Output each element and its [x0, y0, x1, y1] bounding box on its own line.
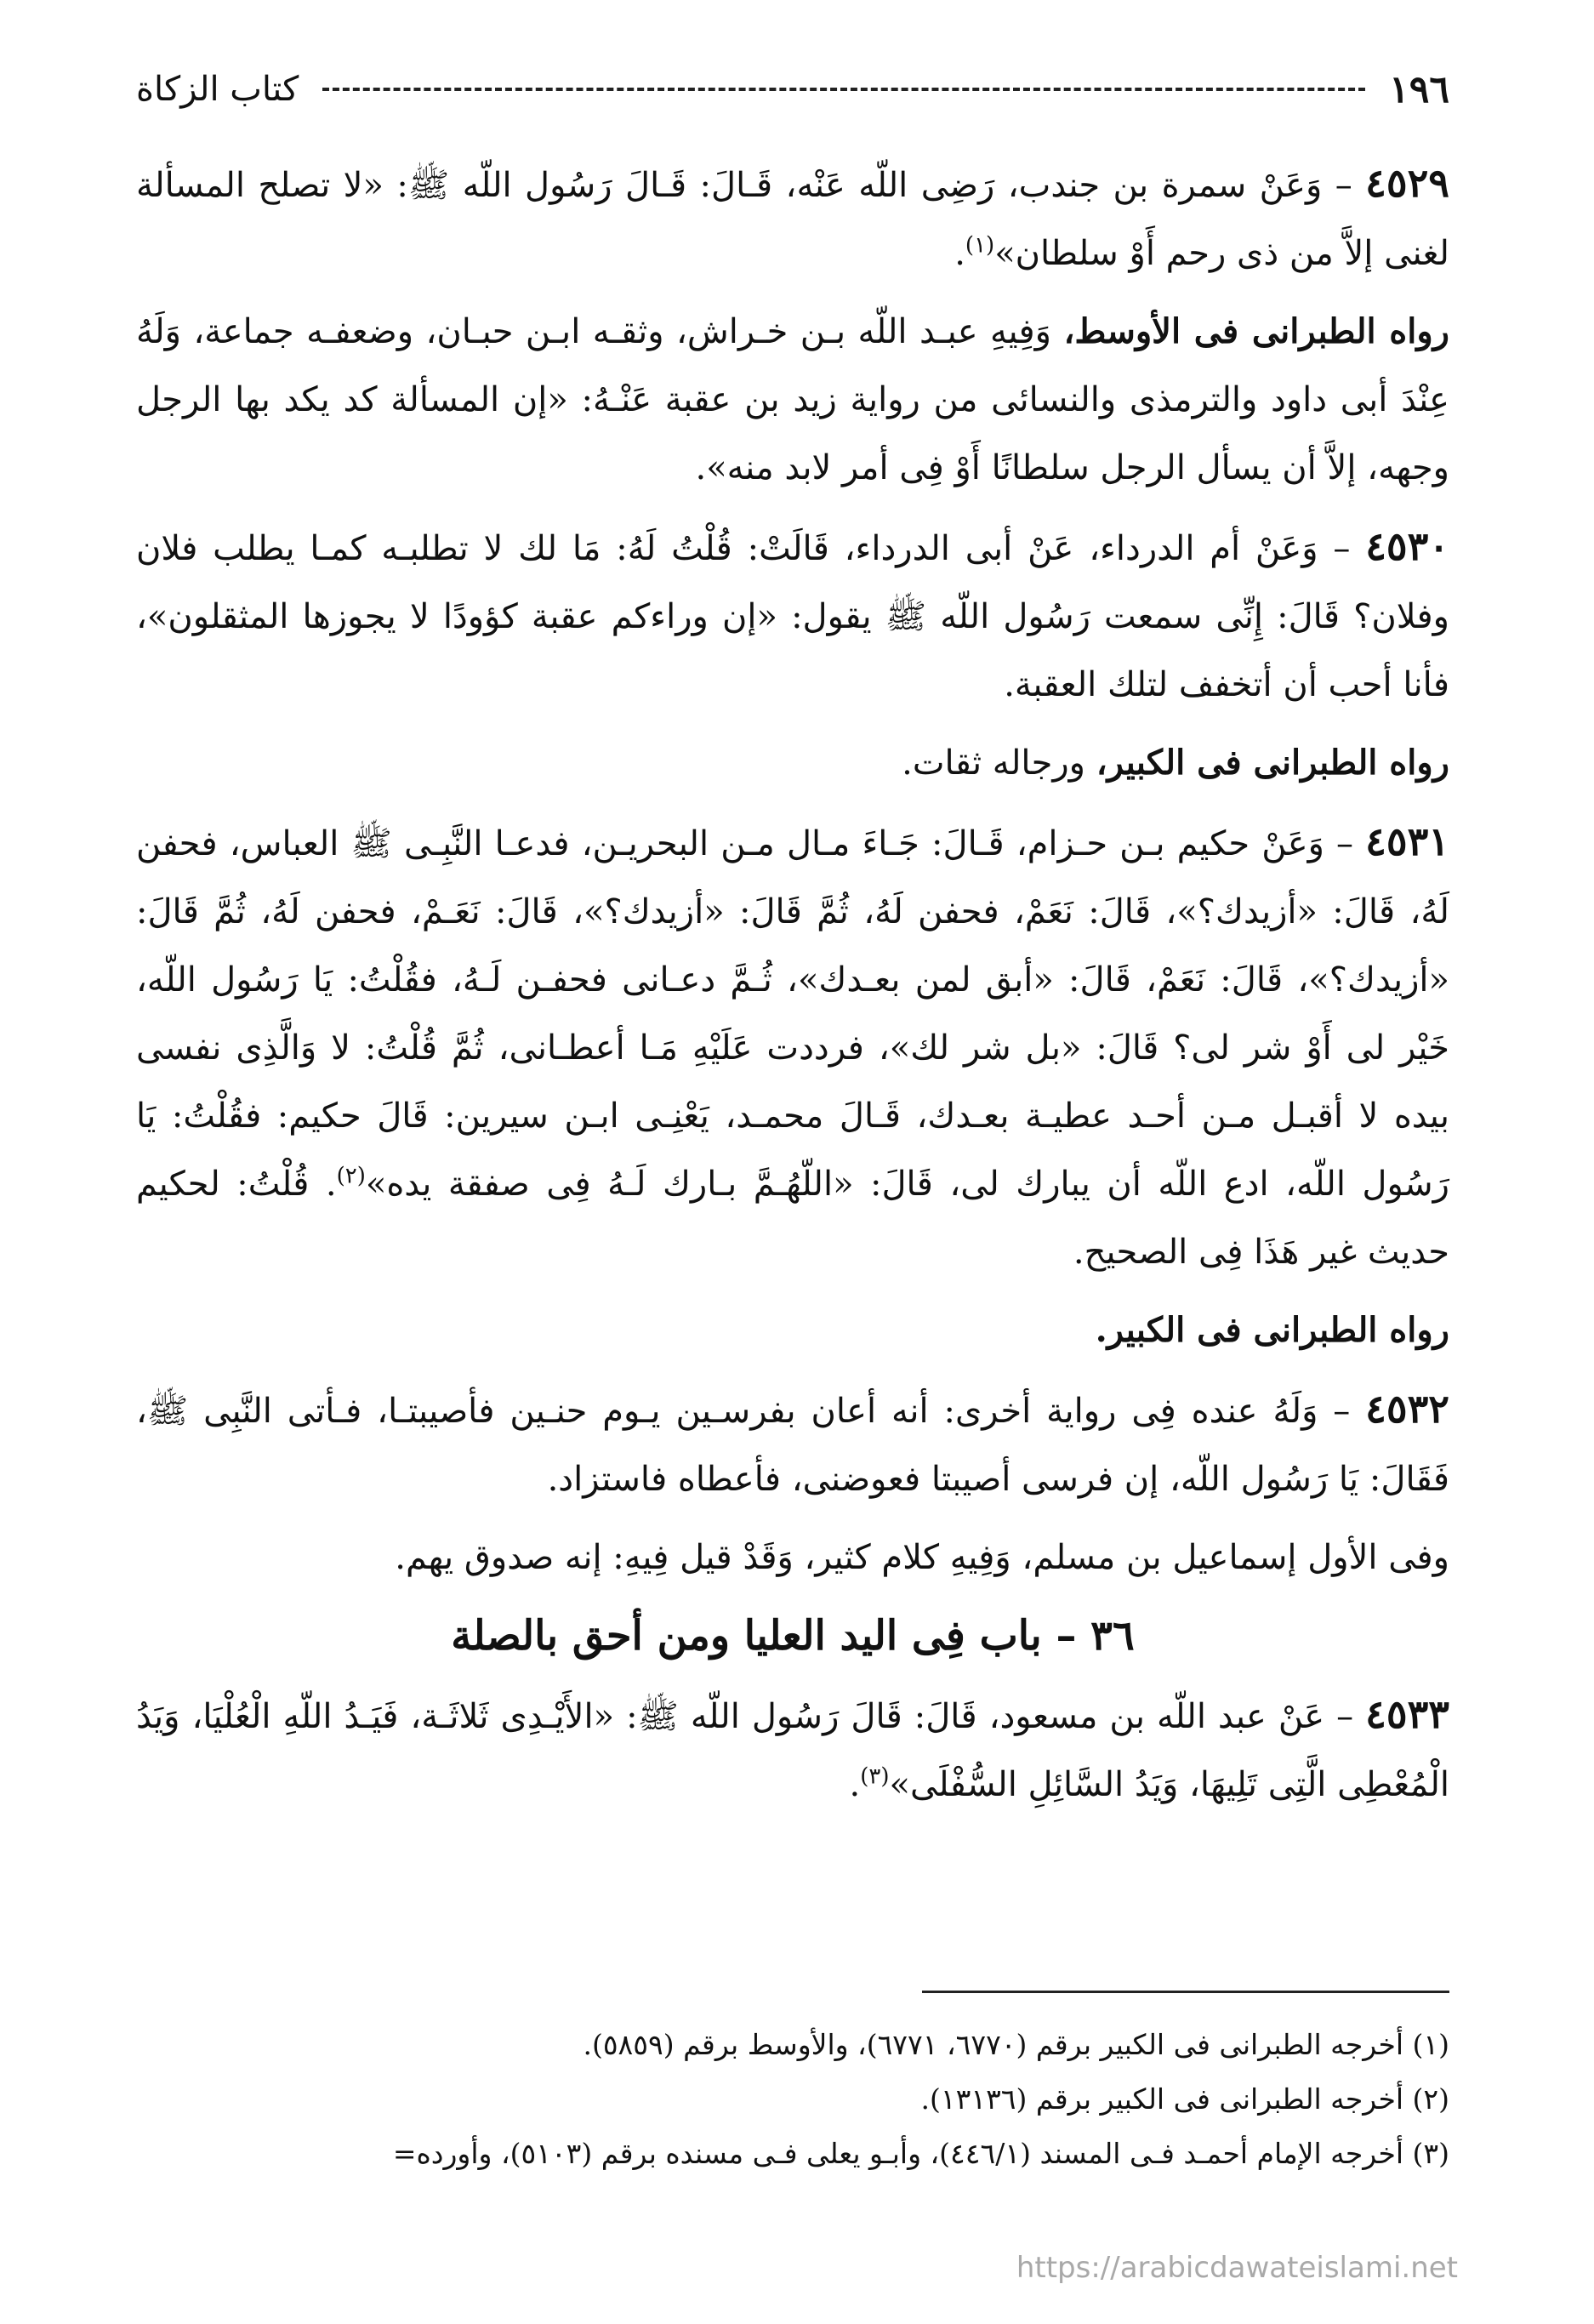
- footnote-ref: (٢): [336, 1163, 366, 1189]
- hadith-end: .: [849, 1765, 861, 1804]
- hadith-4531: [136, 807, 1449, 1286]
- source-lead: رواه الطبرانى فى الكبير.: [1095, 1310, 1449, 1350]
- main-text: [136, 149, 1449, 1829]
- hadith-number: ٤٥٣٠: [1365, 523, 1450, 569]
- hadith-number: ٤٥٣٣: [1365, 1691, 1449, 1737]
- note-4532: وفى الأول إسماعيل بن مسلم، وَفِيهِ كلام كثير، وَقَدْ قيل فِيهِ: إنه صدوق يهم.: [395, 1538, 1449, 1577]
- source-lead: رواه الطبرانى فى الأوسط،: [1063, 311, 1449, 351]
- footnote-divider: [922, 1991, 1449, 1993]
- page-number: ١٩٦: [1389, 67, 1449, 111]
- hadith-4533: [136, 1680, 1449, 1819]
- hadith-text: – وَلَهُ عنده فِى رواية أخرى: أنه أعان بفرسـين يـوم حنـين فأصيبتـا، فـأتى النَّبِى ﷺ، فَقَالَ: يَا رَسُول اللّه، إن فرسى أصيبتا فعوضنى، فأعطاه فاستزاد.: [136, 1392, 1449, 1499]
- source-note-4530: [136, 729, 1449, 797]
- footnote-2: (٢) أخرجه الطبرانى فى الكبير برقم (١٣١٣٦).: [920, 2082, 1449, 2116]
- page-header: [136, 60, 1449, 119]
- footnotes: [136, 2018, 1449, 2181]
- source-lead: رواه الطبرانى فى الكبير،: [1096, 743, 1449, 783]
- source-note-4531: [136, 1296, 1449, 1364]
- footnote-1: (١) أخرجه الطبرانى فى الكبير برقم (٦٧٧٠، ٦٧٧١)، والأوسط برقم (٥٨٥٩).: [583, 2028, 1449, 2061]
- hadith-number: ٤٥٢٩: [1365, 160, 1449, 206]
- hadith-after: . قُلْتُ: لحكيم حديث غير هَذَا فِى الصحيح.: [136, 1165, 1449, 1272]
- hadith-number: ٤٥٣٢: [1365, 1386, 1449, 1432]
- hadith-text: – عَنْ عبد اللّه بن مسعود، قَالَ: قَالَ رَسُول اللّه ﷺ: «الأَيْـدِى ثَلاثَـة، فَيَـدُ اللّهِ الْعُلْيَا، وَيَدُ الْمُعْطِى الَّتِى تَلِيهَا، وَيَدُ السَّائِلِ السُّفْلَى»: [136, 1697, 1449, 1804]
- hadith-text: – وَعَنْ سمرة بن جندب، رَضِى اللّه عَنْه، قَـالَ: قَـالَ رَسُول اللّه ﷺ: «لا تصلح المسألة لغنى إلاَّ من ذى رحم أَوْ سلطان»: [136, 166, 1449, 273]
- chapter-heading: ٣٦ – باب فِى اليد العليا ومن أحق بالصلة: [451, 1612, 1135, 1660]
- footnote-ref: (١): [965, 232, 995, 259]
- footnote-3: (٣) أخرجه الإمام أحمـد فـى المسند (٤٤٦/١)، وأبـو يعلى فـى مسنده برقم (٥١٠٣)، وأورده=: [392, 2137, 1449, 2170]
- source-note-4529: [136, 298, 1449, 502]
- hadith-number: ٤٥٣١: [1365, 818, 1449, 864]
- source-text: وَفِيهِ عبـد اللّه بـن خـراش، وثقـه ابـن حبـان، وضعفـه جماعة، وَلَهُ عِنْدَ أبى داود والترمذى والنسائى من رواية زيد بن عقبة عَنْـهُ: «إن المسألة كد يكد بها الرجل وجهه، إلاَّ أن يسأل الرجل سلطانًا أَوْ فِى أمر لابد منه».: [136, 312, 1449, 487]
- footnote-ref: (٣): [860, 1763, 890, 1790]
- hadith-4530: [136, 512, 1449, 719]
- hadith-text: – وَعَنْ حكيم بـن حـزام، قَـالَ: جَـاءَ مـال مـن البحريـن، فدعـا النَّبِـى ﷺ العباس، فحفن لَهُ، قَالَ: «أزيدك؟»، قَالَ: نَعَمْ، فحفن لَهُ، ثُمَّ قَالَ: «أزيدك؟»، قَالَ: نَعَـمْ، فحفن لَهُ، ثُمَّ قَالَ: «أزيدك؟»، قَالَ: نَعَمْ، قَالَ: «أبق لمن بعـدك»، ثُـمَّ دعـانى فحفـن لَـهُ، فقُلْتُ: يَا رَسُول اللّه، خَيْر لى أَوْ شر لى؟ قَالَ: «بل شر لك»، فرددت عَلَيْهِ مَـا أعطـانى، ثُمَّ قُلْتُ: لا وَالَّذِى نفسى بيده لا أقبـل مـن أحـد عطيـة بعـدك، قَـالَ محمـد، يَعْنِـى ابـن سيرين: قَالَ حكيم: فقُلْتُ: يَا رَسُول اللّه، ادع اللّه أن يبارك لى، قَالَ: «اللّهُـمَّ بـارك لَـهُ فِى صفقة يده»: [136, 824, 1449, 1204]
- hadith-4529: [136, 149, 1449, 288]
- watermark-url: https://arabicdawateislami.net: [1016, 2251, 1458, 2285]
- book-title: كتاب الزكاة: [136, 70, 299, 109]
- hadith-text: – وَعَنْ أم الدرداء، عَنْ أبى الدرداء، قَالَتْ: قُلْتُ لَهُ: مَا لك لا تطلبـه كمـا يطلب فلان وفلان؟ قَالَ: إِنِّى سمعت رَسُول اللّه ﷺ يقول: «إن وراءكم عقبة كؤودًا لا يجوزها المثقلون»، فأنا أحب أن أتخفف لتلك العقبة.: [136, 529, 1449, 704]
- header-dashed-rule: [322, 88, 1365, 91]
- hadith-4532: [136, 1375, 1449, 1513]
- hadith-end: .: [954, 234, 965, 273]
- source-text: ورجاله ثقات.: [902, 743, 1085, 783]
